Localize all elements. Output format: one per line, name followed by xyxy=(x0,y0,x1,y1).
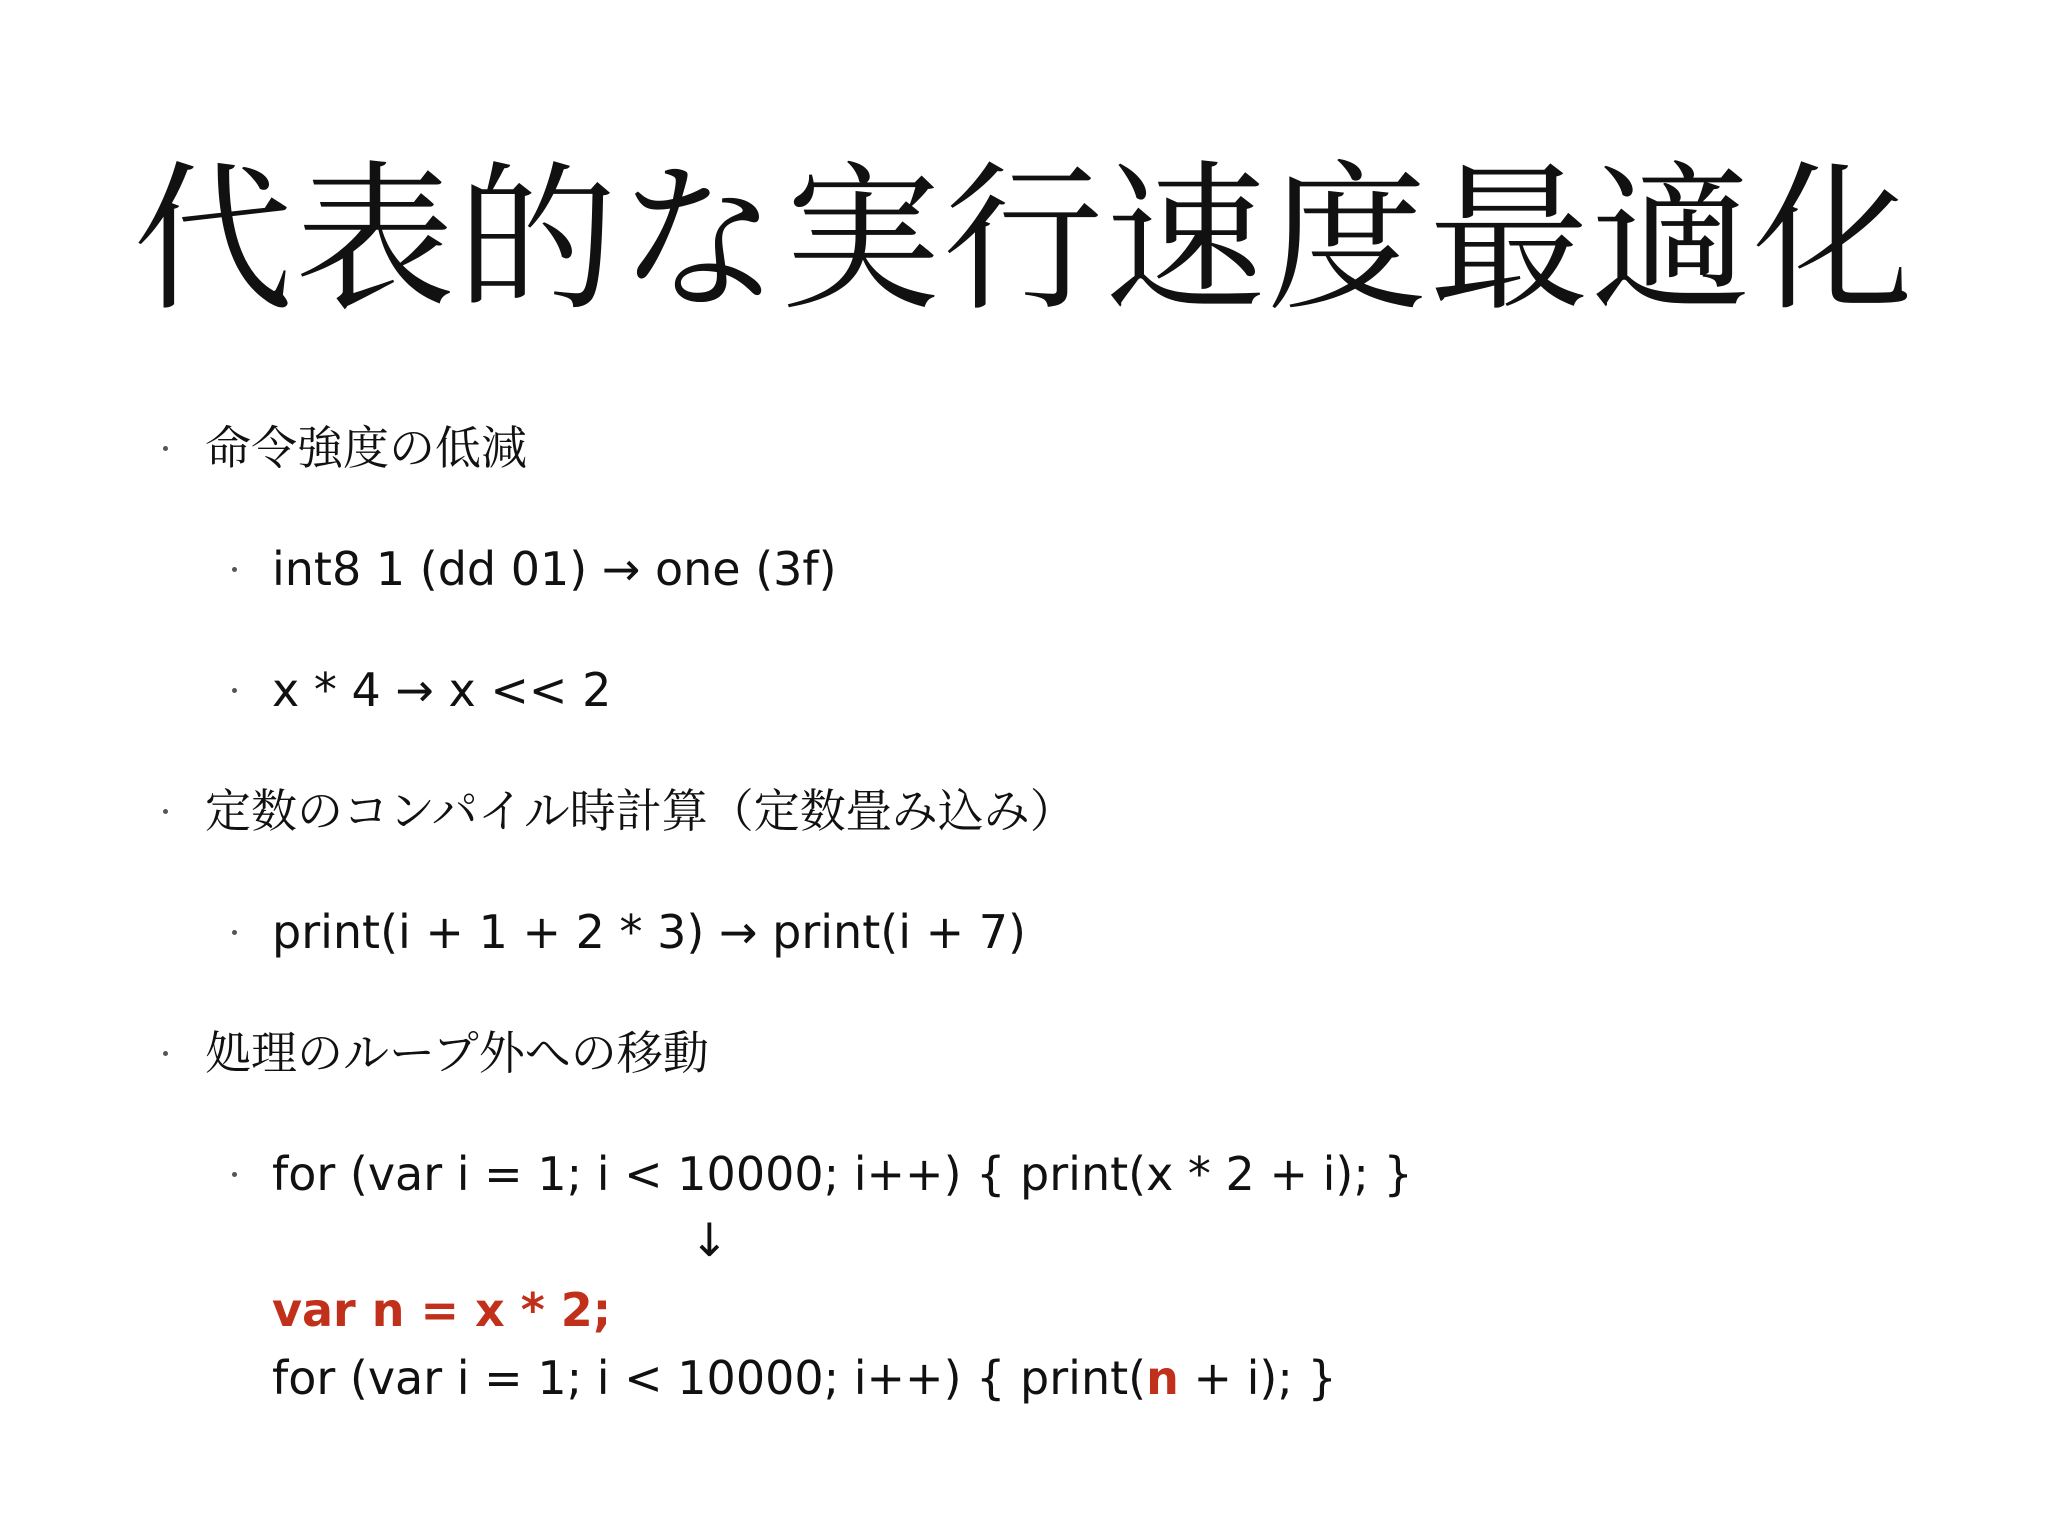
code-loop-suffix: + i); } xyxy=(1178,1351,1337,1405)
bullet-strength-reduction: 命令強度の低減 xyxy=(205,421,527,475)
sub-bullet-for-loop: for (var i = 1; i < 10000; i++) { print(x * 2 + i); } xyxy=(272,1147,1413,1201)
code-loop-var: n xyxy=(1146,1351,1179,1405)
bullet-dot xyxy=(163,446,168,451)
sub-bullet-dot xyxy=(232,567,237,572)
sub-bullet-print: print(i + 1 + 2 * 3) → print(i + 7) xyxy=(272,905,1026,959)
sub-bullet-dot xyxy=(232,688,237,693)
code-loop-prefix: for (var i = 1; i < 10000; i++) { print( xyxy=(272,1351,1147,1405)
down-arrow: ↓ xyxy=(690,1213,729,1267)
code-hoisted-line: var n = x * 2; xyxy=(272,1283,612,1337)
bullet-dot xyxy=(163,1051,168,1056)
sub-bullet-dot xyxy=(232,1172,237,1177)
bullet-constant-folding: 定数のコンパイル時計算（定数畳み込み） xyxy=(205,784,1076,838)
sub-bullet-int8: int8 1 (dd 01) → one (3f) xyxy=(272,542,837,596)
sub-bullet-dot xyxy=(232,930,237,935)
bullet-dot xyxy=(163,809,168,814)
sub-bullet-shift: x * 4 → x << 2 xyxy=(272,663,612,717)
slide-title: 代表的な実行速度最適化 xyxy=(132,146,1915,333)
code-optimized-loop xyxy=(272,1348,1337,1408)
bullet-loop-hoisting: 処理のループ外への移動 xyxy=(205,1026,709,1080)
